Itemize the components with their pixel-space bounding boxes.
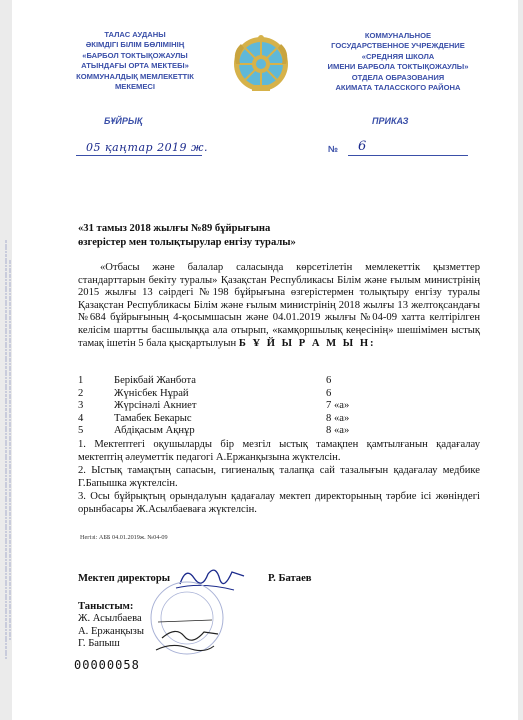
students-list bbox=[78, 375, 478, 438]
header-left-line: КОММУНАЛДЫҚ МЕМЛЕКЕТТІК bbox=[76, 71, 194, 81]
number-underline bbox=[348, 155, 468, 156]
list-item: 4 Тамабек Бекарыс 8 «а» bbox=[78, 412, 350, 424]
handwritten-date: 05 қаңтар 2019 ж. bbox=[86, 141, 209, 154]
list-item: 2 Жүнісбек Нұрай 6 bbox=[78, 387, 332, 399]
director-name: Р. Батаев bbox=[268, 573, 312, 584]
number-sign: № bbox=[328, 144, 339, 154]
list-item: 3 Жүрсінәлі Акниет 7 «а» bbox=[78, 400, 350, 412]
ack-signature-icon bbox=[152, 612, 232, 658]
state-emblem-icon bbox=[232, 34, 290, 94]
header-left-line: МЕКЕМЕСІ bbox=[114, 82, 156, 92]
heading-line: өзгерістер мен толықтырулар енгізу туралы» bbox=[78, 236, 296, 248]
order-word: Б Ұ Й Ы Р А М Ы Н: bbox=[238, 337, 376, 349]
document-heading bbox=[78, 222, 478, 249]
clause-1: 1. Мектептегі оқушыларды бір мезгіл ыстық тамақпен қамтылғанын қадағалау мектептің әлеуметтік педагогі А.Ержанқызына жүктелсін. bbox=[78, 439, 480, 463]
order-title-russian: ПРИКАЗ bbox=[372, 116, 409, 126]
header-right-line: АКИМАТА ТАЛАССКОГО РАЙОНА bbox=[335, 83, 461, 93]
acknowledged-list bbox=[78, 613, 144, 651]
clause-2: 2. Ыстық тамақтың сапасын, гигиеналық талапқа сай тазалығын қадағалау медбике Г.Бапышка жүктелсін. bbox=[78, 465, 480, 489]
ack-name: Г. Бапыш bbox=[78, 638, 120, 650]
ack-name: А. Ержанқызы bbox=[78, 625, 144, 637]
handwritten-number: 6 bbox=[358, 139, 367, 154]
list-item: 5 Абдіқасым Ақнұр 8 «а» bbox=[78, 425, 350, 437]
order-clauses bbox=[78, 439, 480, 518]
basis-note: Негізі: АББ 04.01.2019ж. №04-09 bbox=[80, 534, 168, 541]
header-left-line: АТЫНДАҒЫ ОРТА МЕКТЕБІ» bbox=[81, 61, 189, 71]
heading-line: «31 тамыз 2018 жылғы №89 бұйрығына bbox=[78, 223, 271, 234]
header-left-line: ӘКІМДІГІ БІЛІМ БӨЛІМІНІҢ bbox=[85, 40, 185, 50]
acknowledged-title: Таныстым: bbox=[78, 601, 134, 612]
serial-number: 00000058 bbox=[74, 658, 140, 672]
preamble-paragraph bbox=[78, 262, 480, 350]
order-title-kazakh: БҰЙРЫҚ bbox=[104, 116, 143, 126]
header-right-russian bbox=[314, 31, 482, 93]
clause-3: 3. Осы бұйрықтың орындалуын қадағалау мектеп директорының тәрбие ісі жөніндегі орынбасары Ж.Асылбаеваға жүктелсін. bbox=[78, 491, 480, 515]
header-right-line: «СРЕДНЯЯ ШКОЛА bbox=[361, 51, 435, 61]
list-item: 1 Берікбай Жанбота 6 bbox=[78, 375, 332, 386]
header-left-kazakh bbox=[64, 30, 206, 92]
date-underline bbox=[76, 155, 202, 156]
document-page bbox=[12, 0, 518, 720]
director-label: Мектеп директоры bbox=[78, 573, 171, 584]
header-right-line: ГОСУДАРСТВЕННОЕ УЧРЕЖДЕНИЕ bbox=[331, 41, 465, 51]
header-right-line: ОТДЕЛА ОБРАЗОВАНИЯ bbox=[351, 72, 445, 82]
vertical-margin-text bbox=[2, 240, 16, 660]
header-right-line: КОММУНАЛЬНОЕ bbox=[364, 31, 432, 40]
ack-name: Ж. Асылбаева bbox=[78, 613, 142, 624]
header-left-line: «БАРБОЛ ТОКТЫҚОЖАУЛЫ bbox=[82, 50, 188, 60]
header-right-line: ИМЕНИ БАРБОЛА ТОКТЫҚОЖАУЛЫ» bbox=[327, 62, 469, 72]
preamble-text: «Отбасы және балалар саласында көрсетілетін мемлекеттік қызметтер стандарттарын бекіту туралы» Қазақстан Республикасы Білім және ғылым министрінің 2015 жылғы 13 сәірдегі №198 бұйрығына өзгерістермен толықтыру енгізу туралы Қазақстан Республикасы Білім және ғылым министрінің 2018 жылғы 13 желтоқсандағы №684 бұйрығының 4-қосымшасын және 04.01.2019 жылғы №04-09 хатта келтірілген келісім шартты басшылыққа ала отырып, «камқоршылық кеңесінің» шешімімен ыстық тамақ ішетін 5 бала қысқартылуын bbox=[78, 262, 480, 349]
header-left-line: ТАЛАС АУДАНЫ bbox=[104, 30, 166, 39]
